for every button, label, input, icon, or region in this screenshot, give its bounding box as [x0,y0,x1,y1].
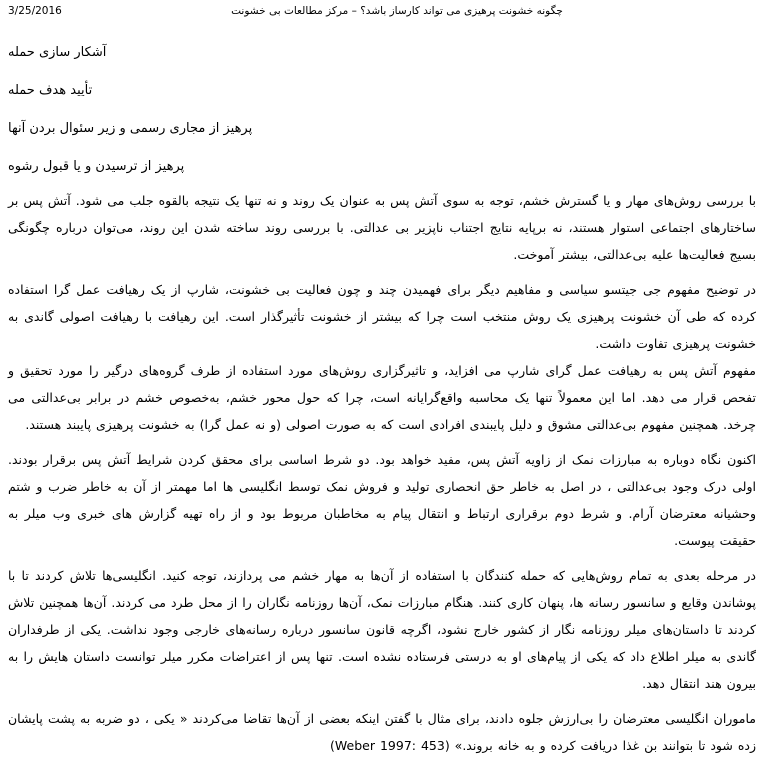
paragraph-political-jiujitsu: در توضیح مفهوم جی جیتسو سیاسی و مفاهیم دیگر برای فهمیدن چند و چون فعالیت بی خشونت، شارپ از یک رهیافت عمل گرا استفاده کرده که طی آن خشونت پرهیزی یک روش منتخب است چرا که بیشتر از خشونت تأثیرگذار است. این رهیافت با رهیافت اصولی گاندی به خشونت پرهیزی تفاوت داشت. [8,282,756,351]
tactics-list [8,45,756,175]
paragraph-backfire-intro: با بررسی روش‌های مهار و یا گسترش خشم، توجه به سوی آتش پس به عنوان یک روند و نه تنها یک نتیجه بالقوه جلب می شود. آتش پس بر ساختارهای اجتماعی استوار هستند، نه برپایه نتایج اجتناب ناپزیر بی عدالتی. با بررسی روند ساخته شدن این روند، می‌توان درباره چگونگی بسیج فعالیت‌ها علیه بی‌عدالتی، بیشتر آموخت. [8,193,756,262]
paragraph-censorship-methods: در مرحله بعدی به تمام روش‌هایی که حمله کنندگان با استفاده از آن‌ها به مهار خشم می پردازند، توجه کنید. انگلیسی‌ها تلاش کردند تا با پوشاندن وقایع و سانسور رسانه ها، پنهان کاری کنند. هنگام مبارزات نمک، آن‌ها روزنامه نگاران را از محل طرد می کردند. آن‌ها همچنین تلاش کردند تا داستان‌های میلر روزنامه نگار از کشور خارج نشود، اگرچه قانون سانسور درباره رسانه‌های خارجی وجود نداشت. یکی از طرفداران گاندی به میلر اطلاع داد که یکی از پیام‌های او به درستی فرستاده نشده است. تنها پس از اعتراضات مکرر میلر توانست داستان هایش را به بیرون هند انتقال دهد. [8,568,756,691]
paragraph-salt-march-conditions: اکنون نگاه دوباره به مبارزات نمک از زاویه آتش پس، مفید خواهد بود. دو شرط اساسی برای محقق کردن شرایط آتش پس برقرار بودند. اولی درک وجود بی‌عدالتی ، در اصل به خاطر حق انحصاری تولید و فروش نمک توسط انگلیسی ها اما مهمتر از آن به خاطر ضرب و شتم وحشیانه معترضان آرام. و شرط دوم برقراری ارتباط و انتقال پیام به مخاطبان مربوط بود و از راه تهیه گزارش های خبری وب میلر به حقیقت پیوست. [8,452,756,548]
print-header [0,0,764,23]
tactic-item-reveal-attack: آشکار سازی حمله [8,45,107,60]
tactic-item-avoid-official-channels: پرهیز از مجاری رسمی و زیر سئوال بردن آنها [8,121,253,136]
tactic-item-avoid-fear-bribery: پرهیز از ترسیدن و یا قبول رشوه [8,159,185,174]
tactic-item-confirm-target: تأیید هدف حمله [8,83,93,98]
print-date: 3/25/2016 [8,5,62,17]
document-body [8,187,756,759]
paragraph-devaluation-weber-citation: ماموران انگلیسی معترضان را بی‌ارزش جلوه دادند، برای مثال با گفتن اینکه بعضی از آن‌ها تقاضا می‌کردند « یکی ، دو ضربه به پشت پایشان زده شود تا بتوانند بن غذا دریافت کرده و به خانه بروند.» (Weber 1997: 453) [8,711,756,753]
paragraph-backfire-sharp-approach: مفهوم آتش پس به رهیافت عمل گرای شارپ می افزاید، و تاثیرگزاری روش‌های مورد استفاده از طرف گروه‌های درگیر را مورد تحقیق و تفحص قرار می دهد. اما این معمولاً تنها یک محاسبه واقع‌گرایانه است، چرا که حول محور خشم، به‌خصوص خشم در برابر بی‌عدالتی می چرخد. همچنین مفهوم بی‌عدالتی مشوق و دلیل پایبندی افرادی است که به صورت اصولی (و نه عمل گرا) به خشونت پرهیزی پایبند هستند. [8,363,756,432]
print-title: چگونه خشونت پرهیزی می تواند کارساز باشد؟ – مرکز مطالعات بی خشونت [231,5,563,17]
